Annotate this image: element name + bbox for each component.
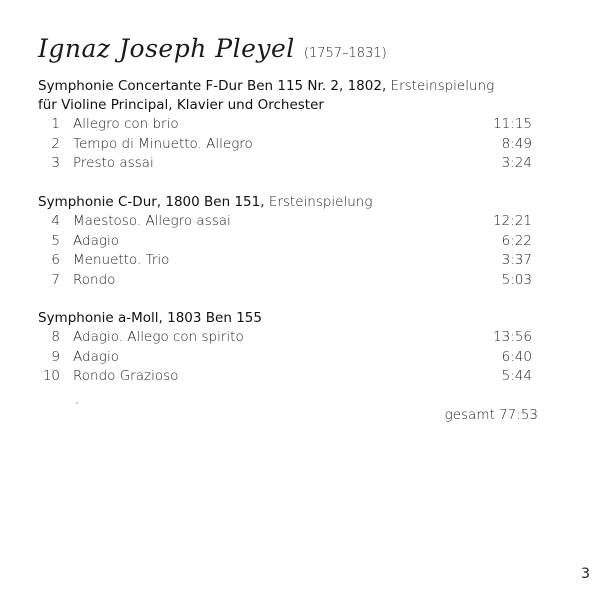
- total-duration: gesamt 77:53: [444, 407, 538, 423]
- track-duration: 5:44: [501, 368, 532, 384]
- composer-dates: (1757–1831): [303, 46, 387, 61]
- work-title: [38, 193, 538, 212]
- track-number: 2: [51, 135, 60, 152]
- decorative-dot: [76, 402, 78, 404]
- track-number: 7: [51, 271, 60, 288]
- track-number: 5: [51, 232, 60, 249]
- track-row: [38, 271, 538, 291]
- track-duration: 6:40: [501, 348, 532, 365]
- work-section: [38, 77, 538, 174]
- work-subtitle: für Violine Principal, Klavier und Orchester: [38, 97, 324, 113]
- track-title: Adagio: [73, 232, 119, 249]
- track-duration: 5:03: [501, 271, 532, 288]
- track-title: Adagio. Allego con spirito: [73, 329, 244, 345]
- track-title: Allegro con brio: [73, 116, 179, 132]
- track-number: 8: [51, 329, 60, 345]
- composer-name: Ignaz Joseph Pleyel: [38, 34, 295, 63]
- track-number: 10: [42, 368, 60, 384]
- composer-header: [38, 34, 387, 63]
- track-row: [38, 251, 538, 271]
- track-duration: 11:15: [493, 116, 532, 132]
- track-duration: 6:22: [501, 232, 532, 249]
- work-title: [38, 77, 538, 96]
- track-row: [38, 232, 538, 252]
- track-row: [38, 135, 538, 155]
- track-row: [38, 154, 538, 174]
- track-duration: 8:49: [501, 135, 532, 152]
- track-number: 3: [51, 155, 60, 171]
- track-duration: 3:24: [501, 155, 532, 171]
- track-title: Adagio: [73, 348, 119, 365]
- track-title: Rondo: [73, 271, 116, 288]
- track-duration: 13:56: [493, 329, 532, 345]
- track-title: Presto assai: [73, 155, 154, 171]
- work-title-note: Ersteinspielung: [268, 194, 373, 210]
- track-row: [38, 212, 538, 232]
- track-row: [38, 115, 538, 135]
- track-row: [38, 328, 538, 348]
- track-title: Menuetto. Trio: [73, 252, 170, 268]
- track-duration: 12:21: [493, 213, 532, 229]
- track-number: 1: [51, 116, 60, 132]
- track-number: 4: [51, 213, 60, 229]
- track-row: [38, 348, 538, 368]
- work-title-main: Symphonie C-Dur, 1800 Ben 151,: [38, 194, 265, 210]
- work-title-main: Symphonie a-Moll, 1803 Ben 155: [38, 310, 262, 326]
- work-title: [38, 309, 538, 328]
- track-title: Rondo Grazioso: [73, 368, 179, 384]
- track-number: 6: [51, 252, 60, 268]
- work-section: [38, 193, 538, 290]
- page-number: 3: [581, 566, 590, 582]
- work-section: [38, 309, 538, 387]
- track-row: [38, 367, 538, 387]
- work-title-main: Symphonie Concertante F-Dur Ben 115 Nr. 2, 1802,: [38, 78, 387, 94]
- track-number: 9: [51, 348, 60, 365]
- track-duration: 3:37: [501, 252, 532, 268]
- track-title: Tempo di Minuetto. Allegro: [73, 135, 253, 152]
- work-title-note: Ersteinspielung: [390, 78, 495, 94]
- track-title: Maestoso. Allegro assai: [73, 213, 231, 229]
